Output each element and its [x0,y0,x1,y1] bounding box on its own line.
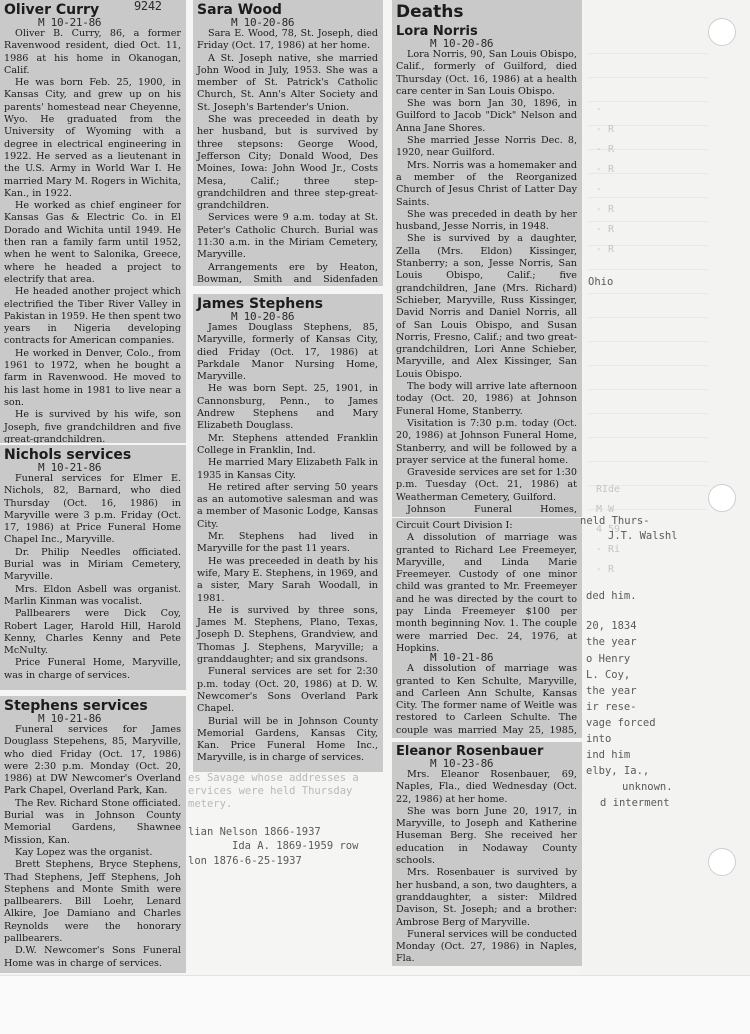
paragraph: Mr. Stephens attended Franklin College in Franklin, Ind. [197,432,378,456]
typed-note: the year [586,685,637,697]
deaths-lora-norris [392,0,582,517]
paragraph: He married Mary Elizabeth Falk in 1935 in Kansas City. [197,457,378,481]
section-headline: Deaths [396,2,464,22]
headline: Sara Wood [197,2,282,18]
handwritten-date: M 10-20-86 [231,16,295,29]
paragraph: James Douglass Stephens, 85, Maryville, formerly of Kansas City, died Friday (Oct. 17, 1986) at Parkdale Manor Nursing Home, Maryville. [197,322,378,383]
paragraph: Sara E. Wood, 78, St. Joseph, died Friday (Oct. 17, 1986) at her home. [197,28,378,52]
paragraph: Graveside services are set for 1:30 p.m. Tuesday (Oct. 21, 1986) at Weatherman Cemetery, Guilford. [396,467,577,503]
paragraph: Pallbearers were Dick Coy, Robert Lager, Harold Hill, Harold Kenny, Charles Kenny and Pete McNulty. [4,608,181,657]
paragraph: The body will arrive late afternoon today (Oct. 20, 1986) at Johnson Funeral Home, Stanberry. [396,381,577,417]
typed-line: ervices were held Thursday [188,785,353,797]
obituary-eleanor-rosenbauer [392,742,582,966]
faint-background-text: - - R - R - R - - R - R - R RIde M W 4 59 - Ri - R [596,104,621,575]
paragraph: Funeral services for James Douglass Stepehens, 85, Maryville, who died Friday (Oct. 17, 1986) were 2:30 p.m. Monday (Oct. 20, 1986) at DW Newcomer's Overland Park Chapel, Overland Park, Kan. [4,724,181,797]
handwritten-date: M 10-21-86 [38,16,102,29]
typed-note: the year [586,636,637,648]
headline: Nichols services [4,447,132,463]
obituary-sara-wood [193,0,383,286]
paragraph: He retired after serving 50 years as an automotive salesman and was a member of Masonic Lodge, Kansas City. [197,481,378,530]
paragraph: Funeral services are set for 2:30 p.m. today (Oct. 20, 1986) at D. W. Newcomer's Sons Overland Park Chapel. [197,666,378,715]
headline: Circuit Court Division I: [396,520,513,531]
paragraph: Kay Lopez was the organist. [15,846,153,858]
paragraph: Mrs. Eldon Asbell was organist. Marlin Kinman was vocalist. [4,583,181,607]
handwritten-date: M 10-23-86 [430,757,494,770]
typed-note: unknown. [622,781,673,793]
paragraph: The Rev. Richard Stone officiated. Burial was in Johnson County Memorial Gardens, Shawnee Mission, Kan. [4,797,181,846]
paragraph: Lora Norris, 90, San Louis Obispo, Calif., formerly of Guilford, died Thursday (Oct. 16, 1986) at a health care center in San Louis Obispo. [396,49,577,97]
headline: Eleanor Rosenbauer [396,744,544,759]
headline: Lora Norris [396,24,478,39]
obituary-oliver-curry [0,0,186,443]
paragraph: Mrs. Norris was a homemaker and a member of the Reorganized Church of Jesus Christ of Latter Day Saints. [396,159,577,208]
paragraph: Johnson Funeral Homes, [407,503,577,515]
paragraph: He was born Sept. 25, 1901, in Cannonsburg, Penn., to James Andrew Stephens and Mary Elizabeth Douglass. [197,383,378,432]
obituary-james-stephens [193,294,383,772]
paragraph: Mrs. Rosenbauer is survived by her husband, a son, two daughters, a granddaughter, a sister: Mildred Davison, St. Joseph; and a brother: Ambrose Berg of Maryville. [396,867,577,928]
obituary-stephens-services [0,696,186,973]
typed-note: neld Thurs- [580,515,650,527]
typed-line: es Savage whose addresses a [188,772,359,784]
handwritten-date: M 10-21-86 [38,712,102,725]
binder-hole-middle [708,484,736,512]
page-bottom [0,975,750,1034]
handwritten-date: M 10-21-86 [38,461,102,474]
handwritten-date: M 10-21-86 [430,651,494,665]
paragraph: Visitation is 7:30 p.m. today (Oct. 20, 1986) at Johnson Funeral Home, Stanberry, and will be followed by a prayer service at the funeral home. [396,417,577,466]
paragraph: She was preceded in death by her husband, Jesse Norris, in 1948. [396,208,577,233]
headline: James Stephens [197,296,323,312]
paragraph: He was preceeded in death by his wife, Mary E. Stephens, in 1969, and a sister, Mary Sarah Woodall, in 1981. [197,555,378,604]
paragraph: Arrangements ere by Heaton, Bowman, Smith and Sidenfaden [197,261,378,285]
circuit-court-notice [392,518,582,738]
typed-note: vage forced [586,717,656,729]
paragraph: D.W. Newcomer's Sons Funeral Home was in charge of services. [4,945,181,969]
typed-note: L. Coy, [586,669,631,681]
paragraph: Oliver B. Curry, 86, a former Ravenwood resident, died Oct. 11, 1986 at his home in Okanogan, Calif. [4,28,181,76]
paragraph: A St. Joseph native, she married John Wood in July, 1953. She was a member of St. Patrick's Catholic Church, St. Ann's Alter Society and St. Joseph's Bartender's Union. [197,52,378,113]
paragraph: A dissolution of marriage was granted to Richard Lee Freemeyer, Maryville, and Linda Marie Freemeyer. Custody of one minor child was granted to Mr. Freemeyer and he was directed by the court to pay Linda Freemeyer $100 per month beginning Nov. 1. The couple were married Dec. 24, 1976, at Hopkins. [396,532,577,654]
typed-note: 20, 1834 [586,620,637,632]
paragraph: Funeral services will be conducted Monday (Oct. 27, 1986) in Naples, Fla. [396,928,577,965]
paragraph: She was born June 20, 1917, in Maryville, to Joseph and Katherine Huseman Berg. She received her education in Nodaway County schools. [396,805,577,867]
paragraph: He is survived by his wife, son Joseph, five grandchildren and five great-grandchildren. [4,409,181,443]
paragraph: He worked in Denver, Colo., from 1961 to 1972, when he bought a farm in Ravenwood. He moved to his last home in 1981 to live near a son. [4,347,181,408]
paragraph: Price Funeral Home, Maryville, was in charge of services. [4,657,181,681]
typed-note: ded him. [586,590,637,602]
paragraph: He worked as chief engineer for Kansas Gas & Electric Co. in El Dorado and Wichita until 1949. He then ran a family farm until 1952, when he went to Salonika, Greece, where he headed a project to electrify that area. [4,200,181,285]
typed-line: lon 1876-6-25-1937 [188,855,302,867]
handwritten-date: M 10-20-86 [430,37,494,50]
paragraph: Funeral services for Elmer E. Nichols, 82, Barnard, who died Thursday (Oct. 16, 1986) in Maryville were 3 p.m. Friday (Oct. 17, 1986) at Price Funeral Home Chapel Inc., Maryville. [4,473,181,546]
obituary-nichols-services [0,445,186,690]
paragraph: Dr. Philip Needles officiated. Burial was in Miriam Cemetery, Maryville. [4,546,181,583]
typed-note: d interment [600,797,670,809]
typed-line: Ida A. 1869-1959 row [232,840,359,852]
typed-note: elby, Ia., [586,765,650,777]
paragraph: Services were 9 a.m. today at St. Peter's Catholic Church. Burial was 11:30 a.m. in the Miriam Cemetery, Maryville. [197,212,378,261]
paragraph: He was born Feb. 25, 1900, in Kansas City, and grew up on his parents' homestead near Cheyenne, Wyo. He graduated from the University of Wyoming with a degree in electrical engineering in 1922. He served as a lieutenant in the U.S. Army in World War I. He married Mary M. Rogers in Wichita, Kan., in 1922. [4,77,181,199]
paragraph: A dissolution of marriage was granted to Ken Schulte, Maryville, and Carleen Ann Schulte, Kansas City. The former name of Weitle was restored to Carleen Schulte. The couple was married May 25, 1985, [396,663,577,736]
typed-line: lian Nelson 1866-1937 [188,826,321,838]
handwritten-number: 9242 [134,0,162,13]
paragraph: Burial will be in Johnson County Memorial Gardens, Kansas City, Kan. Price Funeral Home Inc., Maryville, is in charge of services. [197,715,378,764]
handwritten-date: M 10-20-86 [231,310,295,323]
typed-note: Ohio [588,276,614,288]
headline: Stephens services [4,698,148,714]
typed-note: into [586,733,612,745]
paragraph: She is survived by a daughter, Zella (Mrs. Eldon) Kissinger, Stanberry; a son, Jesse Norris, San Louis Obispo, Calif.; five grandchildren, Jane (Mrs. Richard) Schieber, Maryville, Russ Kissinger, David Norris and Daniel Norris, all of San Louis Obispo, and Susan Norris, Fresno, Calif.; and two great-grandchildren, Lori Anne Schieber, Maryville, and Alex Kissinger, San Louis Obispo. [396,233,577,380]
paragraph: Mrs. Eleanor Rosenbauer, 69, Naples, Fla., died Wednesday (Oct. 22, 1986) at her home. [396,769,577,805]
paragraph: He headed another project which electrified the Tiber River Valley in Pakistan in 1959. He then spent two years in Nigeria developing contracts for American companies. [4,286,181,347]
paragraph: Mr. Stephens had lived in Maryville for the past 11 years. [197,531,378,555]
headline: Oliver Curry [4,2,100,18]
typed-note: ind him [586,749,631,761]
typed-note: ir rese- [586,701,637,713]
binder-hole-bottom [708,848,736,876]
typed-line: metery. [188,798,233,810]
paragraph: She was born Jan 30, 1896, in Guilford to Jacob "Dick" Nelson and Anna Jane Shores. [396,98,577,134]
paragraph: Brett Stephens, Bryce Stephens, Thad Stephens, Jeff Stephens, Joh Stephens and Monte Smith were pallbearers. Bill Loehr, Lenard Alkire, Joe Damiano and Charles Reynolds were the honorary pallbearers. [4,859,181,945]
typed-note: o Henry [586,653,631,665]
paragraph: He is survived by three sons, James M. Stephens, Plano, Texas, Joseph D. Stephens, Grandview, and Thomas J. Stephens, Maryville; a granddaughter; and six grandsons. [197,604,378,666]
paragraph: She was preceeded in death by her husband, but is survived by three stepsons: George Wood, Jefferson City; Donald Wood, Des Moines, Iowa: John Wood Jr., Costs Mesa, Calif.; three step-grandchildren and three step-great-grandchildren. [197,114,378,212]
typed-note: J.T. Walshl [608,530,678,542]
paragraph: She married Jesse Norris Dec. 8, 1920, near Guilford. [396,135,577,159]
binder-hole-top [708,18,736,46]
